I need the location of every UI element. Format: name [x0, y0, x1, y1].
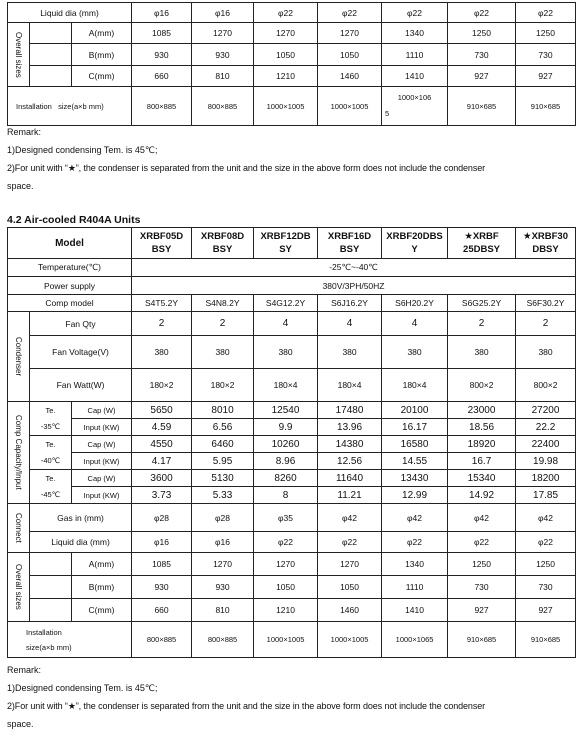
fan-voltage-value: 380	[448, 336, 516, 369]
liquid-dia-2: φ16	[192, 3, 254, 23]
remark-line-2: 2)For unit with “★”, the condenser is separated from the unit and the size in the above form does not include the condenser	[7, 701, 486, 711]
fan-voltage-value: 380	[318, 336, 382, 369]
cap-45-value: 11640	[318, 470, 382, 487]
a-value: 1250	[516, 23, 576, 44]
cap-35-value: 27200	[516, 402, 576, 419]
remark-line-1: 1)Designed condensing Tem. is 45℃;	[7, 683, 158, 693]
c-value: 660	[132, 66, 192, 87]
c-value: 1210	[254, 66, 318, 87]
connect-label: Connect	[8, 504, 30, 553]
cap-35-value: 5650	[132, 402, 192, 419]
install-value: 800×885	[192, 87, 254, 126]
te-label: Te.	[30, 470, 72, 487]
install-value: 1000×1005	[254, 87, 318, 126]
temperature-value: -25℃~-40℃	[132, 259, 576, 277]
liquid-dia-value: φ16	[132, 532, 192, 553]
input-35-value: 13.96	[318, 419, 382, 436]
model-name-1: ★XRBF	[464, 231, 499, 242]
model-name-1: XRBF12DB	[260, 231, 311, 242]
input-35-value: 18.56	[448, 419, 516, 436]
gas-in-value: φ42	[382, 504, 448, 532]
fan-voltage-label: Fan Voltage(V)	[30, 336, 132, 369]
fan-voltage-value: 380	[254, 336, 318, 369]
fan-watt-value: 180×2	[192, 369, 254, 402]
b-value: 730	[516, 576, 576, 599]
fan-voltage-value: 380	[382, 336, 448, 369]
install-value: 1000×1065	[382, 622, 448, 658]
remarks-block-2	[7, 664, 577, 730]
fan-watt-value: 180×2	[132, 369, 192, 402]
b-value: 1050	[254, 44, 318, 66]
cap-40-value: 4550	[132, 436, 192, 453]
a-value: 1270	[254, 23, 318, 44]
model-header	[318, 228, 382, 259]
cap-35-value: 20100	[382, 402, 448, 419]
install-value: 910×685	[516, 622, 576, 658]
c-value: 810	[192, 599, 254, 622]
model-name-2: 25DBSY	[463, 244, 501, 255]
comp-model-value: S4G12.2Y	[254, 295, 318, 312]
install-value: 1000×1005	[318, 622, 382, 658]
comp-model-value: S6J16.2Y	[318, 295, 382, 312]
install-label-2: size(a×b mm)	[26, 642, 72, 652]
model-name-2: Y	[411, 244, 418, 255]
cap-45-value: 8260	[254, 470, 318, 487]
remarks-block-1	[7, 126, 577, 192]
input-45-value: 3.73	[132, 487, 192, 504]
b-value: 930	[132, 44, 192, 66]
cap-40-value: 18920	[448, 436, 516, 453]
b-label: B(mm)	[72, 44, 132, 66]
b-value: 730	[448, 576, 516, 599]
c-value: 660	[132, 599, 192, 622]
installation-size-label	[8, 622, 132, 658]
c-value: 1210	[254, 599, 318, 622]
power-supply-value: 380V/3PH/50HZ	[132, 277, 576, 295]
model-name-2: BSY	[212, 244, 233, 255]
fan-voltage-value: 380	[132, 336, 192, 369]
input-label: Input (KW)	[72, 453, 132, 470]
model-name-1: XRBF08D	[200, 231, 245, 242]
install-value	[382, 87, 448, 126]
input-40-value: 4.17	[132, 453, 192, 470]
a-value: 1085	[132, 23, 192, 44]
comp-model-value: S6F30.2Y	[516, 295, 576, 312]
input-label: Input (KW)	[72, 419, 132, 436]
c-label: C(mm)	[72, 599, 132, 622]
a-value: 1250	[448, 553, 516, 576]
fan-voltage-value: 380	[192, 336, 254, 369]
b-value: 730	[448, 44, 516, 66]
remark-title: Remark:	[7, 127, 42, 137]
overall-sizes-label: Overall sizes	[8, 23, 30, 87]
cap-label: Cap (W)	[72, 402, 132, 419]
b-value: 1110	[382, 44, 448, 66]
a-value: 1085	[132, 553, 192, 576]
input-45-value: 17.85	[516, 487, 576, 504]
model-name-2: SY	[279, 244, 292, 255]
b-value: 1110	[382, 576, 448, 599]
input-40-value: 12.56	[318, 453, 382, 470]
gas-in-value: φ35	[254, 504, 318, 532]
model-header	[382, 228, 448, 259]
b-value: 1050	[318, 44, 382, 66]
b-value: 1050	[254, 576, 318, 599]
input-35-value: 4.59	[132, 419, 192, 436]
a-label: A(mm)	[72, 553, 132, 576]
fan-watt-value: 800×2	[516, 369, 576, 402]
fan-qty-label: Fan Qty	[30, 312, 132, 336]
temperature-label: Temperature(℃)	[8, 259, 132, 277]
te-label: Te.	[30, 402, 72, 419]
fan-watt-value: 800×2	[448, 369, 516, 402]
a-value: 1270	[192, 553, 254, 576]
fan-watt-label: Fan Watt(W)	[30, 369, 132, 402]
b-value: 730	[516, 44, 576, 66]
install-value: 910×685	[516, 87, 576, 126]
cap-45-value: 18200	[516, 470, 576, 487]
gas-in-value: φ42	[318, 504, 382, 532]
input-35-value: 22.2	[516, 419, 576, 436]
a-value: 1270	[192, 23, 254, 44]
input-40-value: 8.96	[254, 453, 318, 470]
input-35-value: 9.9	[254, 419, 318, 436]
input-40-value: 5.95	[192, 453, 254, 470]
input-45-value: 5.33	[192, 487, 254, 504]
liquid-dia-value: φ16	[192, 532, 254, 553]
cap-45-value: 15340	[448, 470, 516, 487]
c-value: 927	[516, 66, 576, 87]
fan-watt-value: 180×4	[318, 369, 382, 402]
model-name-1: XRBF16D	[327, 231, 372, 242]
cap-40-value: 10260	[254, 436, 318, 453]
c-value: 927	[516, 599, 576, 622]
a-value: 1340	[382, 553, 448, 576]
c-value: 1460	[318, 599, 382, 622]
a-value: 1270	[254, 553, 318, 576]
liquid-dia-5: φ22	[382, 3, 448, 23]
install-value: 800×885	[192, 622, 254, 658]
b-value: 930	[192, 44, 254, 66]
install-value: 1000×1005	[318, 87, 382, 126]
model-name-1: XRBF20DBS	[386, 231, 443, 242]
c-value: 1410	[382, 66, 448, 87]
cap-35-value: 8010	[192, 402, 254, 419]
te-minus45: -45℃	[30, 487, 72, 504]
a-value: 1250	[448, 23, 516, 44]
gas-in-value: φ42	[516, 504, 576, 532]
comp-capacity-input-label: Comp Capacity/Input	[8, 402, 30, 504]
install-value-wrapped: 1000×106	[397, 93, 432, 102]
fan-qty-value: 2	[448, 312, 516, 336]
b-value: 1050	[318, 576, 382, 599]
cap-40-value: 6460	[192, 436, 254, 453]
model-name-2: BSY	[151, 244, 172, 255]
gas-in-label: Gas in (mm)	[30, 504, 132, 532]
fan-watt-value: 180×4	[254, 369, 318, 402]
install-value: 910×685	[448, 87, 516, 126]
gas-in-value: φ28	[132, 504, 192, 532]
fan-qty-value: 4	[382, 312, 448, 336]
liquid-dia-7: φ22	[516, 3, 576, 23]
model-name-1: ★XRBF30	[523, 231, 568, 242]
input-40-value: 19.98	[516, 453, 576, 470]
install-value: 800×885	[132, 87, 192, 126]
install-label-2: size(a×b mm)	[58, 101, 104, 111]
c-value: 927	[448, 599, 516, 622]
liquid-dia-value: φ22	[448, 532, 516, 553]
a-label: A(mm)	[72, 23, 132, 44]
remark-line-1: 1)Designed condensing Tem. is 45℃;	[7, 145, 158, 155]
model-header	[132, 228, 192, 259]
gas-in-value: φ28	[192, 504, 254, 532]
comp-model-value: S6H20.2Y	[382, 295, 448, 312]
cap-45-value: 13430	[382, 470, 448, 487]
spec-table-r404a	[7, 227, 576, 658]
liquid-dia-3: φ22	[254, 3, 318, 23]
c-label: C(mm)	[72, 66, 132, 87]
condenser-label: Condenser	[8, 312, 30, 402]
a-value: 1270	[318, 23, 382, 44]
input-40-value: 16.7	[448, 453, 516, 470]
fan-qty-value: 2	[516, 312, 576, 336]
model-name-2: BSY	[339, 244, 360, 255]
comp-model-label: Comp model	[8, 295, 132, 312]
model-header	[516, 228, 576, 259]
install-value-wrap-tail: 5	[385, 109, 390, 118]
a-value: 1340	[382, 23, 448, 44]
input-45-value: 11.21	[318, 487, 382, 504]
a-value: 1250	[516, 553, 576, 576]
c-value: 1460	[318, 66, 382, 87]
fan-qty-value: 2	[132, 312, 192, 336]
cap-45-value: 3600	[132, 470, 192, 487]
liquid-dia-label: Liquid dia (mm)	[8, 3, 132, 23]
cap-35-value: 23000	[448, 402, 516, 419]
liquid-dia-6: φ22	[448, 3, 516, 23]
b-label: B(mm)	[72, 576, 132, 599]
overall-sizes-label: Overall sizes	[8, 553, 30, 622]
install-label-1: Installation	[26, 627, 62, 637]
input-40-value: 14.55	[382, 453, 448, 470]
fan-qty-value: 2	[192, 312, 254, 336]
remark-line-3: space.	[7, 719, 34, 729]
input-35-value: 16.17	[382, 419, 448, 436]
input-45-value: 14.92	[448, 487, 516, 504]
liquid-dia-value: φ22	[382, 532, 448, 553]
fan-voltage-value: 380	[516, 336, 576, 369]
gas-in-value: φ42	[448, 504, 516, 532]
b-value: 930	[192, 576, 254, 599]
liquid-dia-value: φ22	[516, 532, 576, 553]
te-minus40: -40℃	[30, 453, 72, 470]
remark-line-3: space.	[7, 181, 34, 191]
fan-qty-value: 4	[254, 312, 318, 336]
input-label: Input (KW)	[72, 487, 132, 504]
cap-40-value: 16580	[382, 436, 448, 453]
section-title: 4.2 Air-cooled R404A Units	[7, 214, 141, 226]
install-label-1: Installation	[16, 101, 52, 111]
c-value: 810	[192, 66, 254, 87]
cap-35-value: 17480	[318, 402, 382, 419]
model-name-2: DBSY	[532, 244, 559, 255]
remark-title: Remark:	[7, 665, 42, 675]
comp-model-value: S6G25.2Y	[448, 295, 516, 312]
liquid-dia-label: Liquid dia (mm)	[30, 532, 132, 553]
power-supply-label: Power supply	[8, 277, 132, 295]
install-value: 910×685	[448, 622, 516, 658]
liquid-dia-value: φ22	[254, 532, 318, 553]
model-name-1: XRBF05D	[139, 231, 184, 242]
cap-40-value: 14380	[318, 436, 382, 453]
te-label: Te.	[30, 436, 72, 453]
comp-model-value: S4T5.2Y	[132, 295, 192, 312]
remark-line-2: 2)For unit with “★”, the condenser is separated from the unit and the size in the above form does not include the condenser	[7, 163, 486, 173]
model-label: Model	[8, 228, 132, 259]
cap-35-value: 12540	[254, 402, 318, 419]
cap-45-value: 5130	[192, 470, 254, 487]
b-value: 930	[132, 576, 192, 599]
cap-label: Cap (W)	[72, 436, 132, 453]
spec-table-continued	[7, 2, 576, 126]
installation-size-label	[8, 87, 132, 126]
fan-qty-value: 4	[318, 312, 382, 336]
model-header	[448, 228, 516, 259]
model-header	[254, 228, 318, 259]
c-value: 1410	[382, 599, 448, 622]
cap-label: Cap (W)	[72, 470, 132, 487]
a-value: 1270	[318, 553, 382, 576]
install-value: 1000×1005	[254, 622, 318, 658]
liquid-dia-4: φ22	[318, 3, 382, 23]
model-header	[192, 228, 254, 259]
c-value: 927	[448, 66, 516, 87]
te-minus35: -35℃	[30, 419, 72, 436]
input-35-value: 6.56	[192, 419, 254, 436]
input-45-value: 12.99	[382, 487, 448, 504]
liquid-dia-1: φ16	[132, 3, 192, 23]
liquid-dia-value: φ22	[318, 532, 382, 553]
install-value: 800×885	[132, 622, 192, 658]
cap-40-value: 22400	[516, 436, 576, 453]
comp-model-value: S4N8.2Y	[192, 295, 254, 312]
fan-watt-value: 180×4	[382, 369, 448, 402]
input-45-value: 8	[254, 487, 318, 504]
